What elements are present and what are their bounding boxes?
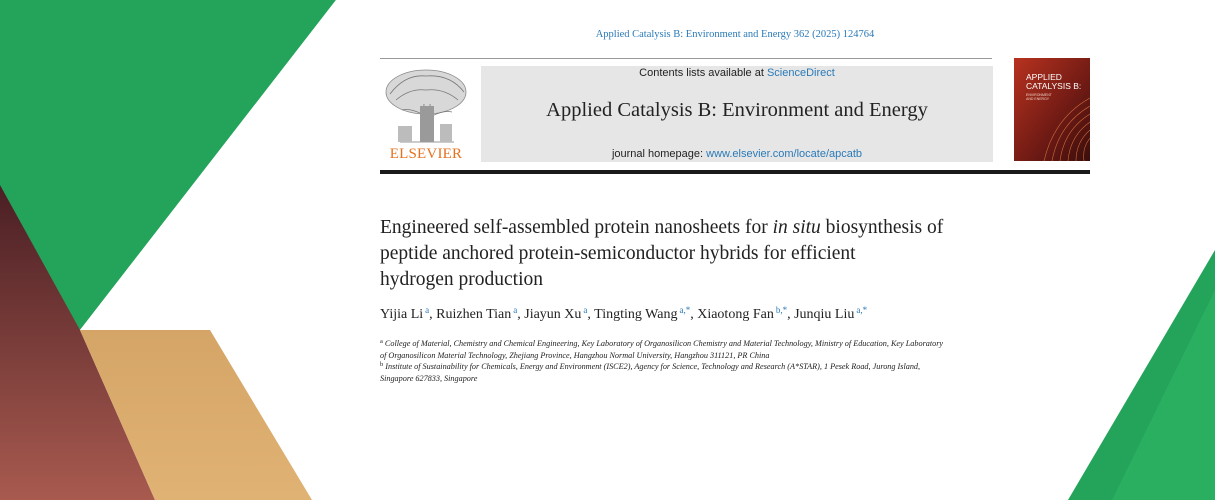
author-name[interactable]: Xiaotong Fan bbox=[697, 307, 774, 322]
contents-prefix: Contents lists available at bbox=[639, 67, 767, 79]
header-bottom-rule bbox=[380, 170, 1090, 174]
affiliation-b bbox=[380, 359, 1000, 385]
header-top-rule bbox=[380, 58, 992, 59]
author-affiliation-marker[interactable]: a bbox=[425, 305, 430, 315]
homepage-prefix: journal homepage: bbox=[611, 148, 707, 160]
affiliation-a-line1: College of Material, Chemistry and Chemical Engineering, Key Laboratory of Organosilicon Chemistry and Material Technology, Ministry of Education, Key Laboratory bbox=[384, 339, 944, 348]
affiliation-label: a bbox=[380, 338, 383, 345]
author-name[interactable]: Tingting Wang bbox=[594, 307, 678, 322]
affiliation-label: b bbox=[380, 361, 384, 368]
article-title bbox=[380, 215, 1020, 293]
author-affiliation-marker[interactable]: a bbox=[583, 305, 588, 315]
author-affiliation-marker[interactable]: b,* bbox=[775, 305, 788, 315]
author-affiliation-marker[interactable]: a bbox=[513, 305, 518, 315]
author-name[interactable]: Junqiu Liu bbox=[794, 307, 855, 322]
title-line2: peptide anchored protein-semiconductor hybrids for efficient bbox=[380, 243, 856, 264]
contents-line bbox=[481, 67, 993, 79]
affiliation-b-line1: Institute of Sustainability for Chemicals, Energy and Environment (ISCE2), Agency for Science, Technology and Research (A*STAR), 1 Pesek Road, Jurong Island, bbox=[385, 362, 921, 371]
title-line1-before: Engineered self-assembled protein nanosheets for bbox=[380, 217, 773, 238]
cover-title-line4: AND ENERGY bbox=[1026, 97, 1050, 101]
author-affiliation-marker[interactable]: a,* bbox=[679, 305, 691, 315]
title-line1-after: biosynthesis of bbox=[820, 217, 944, 238]
homepage-link[interactable]: www.elsevier.com/locate/apcatb bbox=[706, 148, 863, 160]
author-affiliation-marker[interactable]: a,* bbox=[856, 305, 868, 315]
journal-cover-thumbnail bbox=[1014, 58, 1090, 161]
author-name[interactable]: Ruizhen Tian bbox=[436, 307, 512, 322]
sciencedirect-link[interactable]: ScienceDirect bbox=[766, 67, 835, 79]
title-line1-italic: in situ bbox=[772, 217, 821, 238]
cover-title-line1: APPLIED bbox=[1026, 72, 1062, 82]
cover-title-line3: ENVIRONMENT bbox=[1026, 93, 1052, 97]
title-line3: hydrogen production bbox=[380, 269, 544, 290]
publisher-name: ELSEVIER bbox=[389, 146, 463, 162]
affiliation-b-line2: Singapore 627833, Singapore bbox=[380, 374, 478, 383]
affiliation-a-line2: of Organosilicon Material Technology, Zhejiang Province, Hangzhou Normal University, Hangzhou 311121, PR China bbox=[380, 351, 770, 360]
author-name[interactable]: Jiayun Xu bbox=[524, 307, 582, 322]
cover-title-line2: CATALYSIS B: bbox=[1026, 81, 1082, 91]
journal-name: Applied Catalysis B: Environment and Energy bbox=[546, 99, 928, 121]
author-list: Yijia Li $^a$, Ruizhen Tian $^a$, Jiayun Xu $^a$, Tingting Wang $^{a,*}$, Xiaotong Fan $^{b,*}$, Junqiu Liu $^{a,*}$ bbox=[380, 305, 868, 322]
author-name[interactable]: Yijia Li bbox=[380, 307, 424, 322]
journal-citation: Applied Catalysis B: Environment and Energy 362 (2025) 124764 bbox=[595, 29, 875, 40]
homepage-line bbox=[481, 148, 993, 160]
